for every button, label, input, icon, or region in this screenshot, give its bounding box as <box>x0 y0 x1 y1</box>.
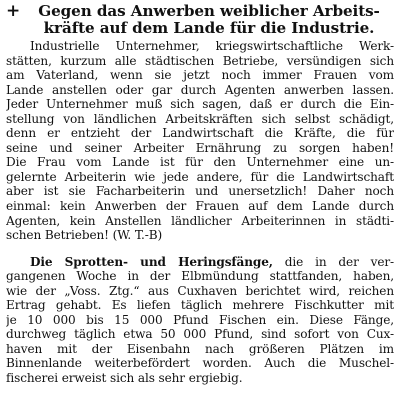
body-line: schen Betrieben! (W. T.-B) <box>6 228 163 243</box>
body-line: Die Frau vom Lande ist für den Unternehmer eine un- <box>6 155 394 170</box>
headline-line: kräfte auf dem Lande für die Industrie. <box>43 19 375 37</box>
body-line: gelernte Arbeiterin wie jede andere, für die Landwirtschaft <box>6 169 394 184</box>
body-line: denn er entzieht der Landwirtschaft die Kräfte, die für <box>6 126 394 141</box>
body-line: aber ist sie Facharbeiterin und unersetzlich! Daher noch <box>6 184 394 199</box>
body-line: Industrielle Unternehmer, kriegswirtschaftliche Werk- <box>30 39 394 53</box>
body-line: je 10 000 bis 15 000 Pfund Fischen ein. Diese Fänge, <box>6 312 394 327</box>
body-line: Agenten, kein Anstellen ländlicher Arbeiterinnen in städti- <box>6 213 394 228</box>
body-line: wie der „Voss. Ztg.“ aus Cuxhaven berichtet wird, reichen <box>6 283 394 298</box>
body-line: seine und seiner Arbeiter Ernährung zu sorgen haben! <box>6 140 394 155</box>
body-line: Lande anstellen oder gar durch Agenten anwerben lassen. <box>6 82 394 97</box>
body-line <box>6 255 394 270</box>
body-line: Ertrag gehabt. Es liefen täglich mehrere Fischkutter mit <box>6 298 394 313</box>
body-line: Jeder Unternehmer muß sich sagen, daß er durch die Ein- <box>6 97 394 112</box>
body-line: stellung von ländlichen Arbeitskräften sich selbst schädigt, <box>6 111 394 126</box>
headline-line: Gegen das Anwerben weiblicher Arbeits- <box>38 2 380 20</box>
body-line: Binnenlande weiterbefördert worden. Auch die Muschel- <box>6 356 394 371</box>
article-lead: Die Sprotten- und Heringsfänge, <box>30 254 273 269</box>
article-body <box>6 39 394 243</box>
body-line: gangenen Woche in der Elbmündung stattfanden, haben, <box>6 269 394 284</box>
article-separator <box>6 243 394 255</box>
body-line: einmal: kein Anwerben der Frauen auf dem Lande durch <box>6 199 394 214</box>
body-line: fischerei erweist sich als sehr ergiebig. <box>6 371 243 386</box>
article-body <box>6 255 394 386</box>
headline-title <box>24 3 394 37</box>
body-line: durchweg täglich etwa 50 000 Pfund, sind sofort von Cux- <box>6 327 394 342</box>
body-line: stätten, kurzum alle städtischen Betriebe, versündigen sich <box>6 53 394 68</box>
article-headline <box>6 3 394 37</box>
lead-rest: die in der ver- <box>284 254 394 269</box>
plus-marker-icon: + <box>6 1 21 21</box>
body-line: haven mit der Eisenbahn nach größeren Plätzen im <box>6 341 394 356</box>
body-line: am Vaterland, wenn sie jetzt noch immer Frauen vom <box>6 68 394 83</box>
